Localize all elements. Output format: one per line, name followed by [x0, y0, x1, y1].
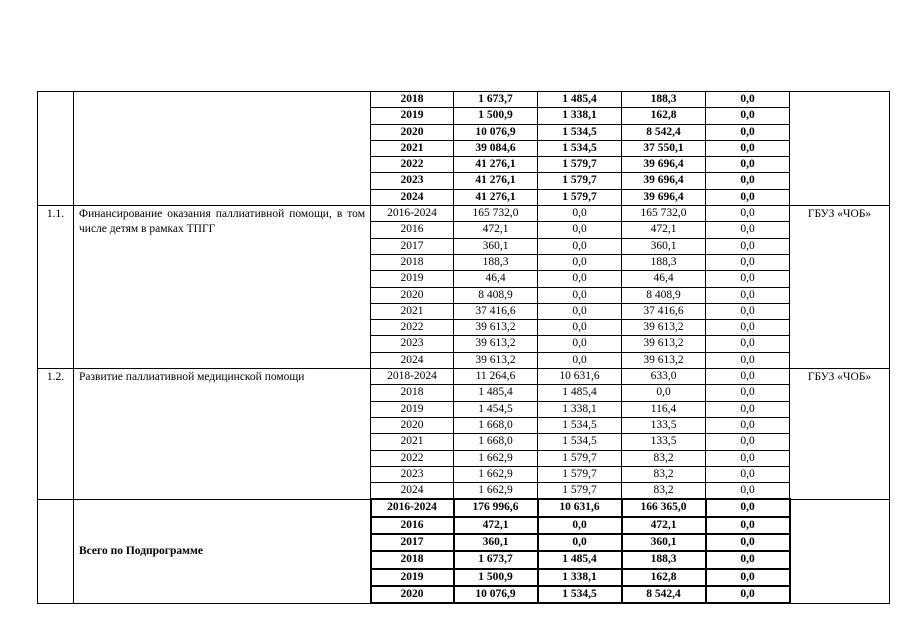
- regional-cell: 162,8: [622, 569, 706, 586]
- total-cell: 10 076,9: [454, 124, 538, 140]
- total-cell: 8 408,9: [454, 287, 538, 303]
- federal-cell: 1 579,7: [538, 466, 622, 482]
- federal-cell: 0,0: [538, 206, 622, 222]
- federal-cell: 1 579,7: [538, 157, 622, 173]
- federal-cell: 1 534,5: [538, 434, 622, 450]
- federal-cell: 10 631,6: [538, 369, 622, 385]
- year-cell: 2022: [371, 320, 454, 336]
- federal-cell: 0,0: [538, 238, 622, 254]
- total-cell: 41 276,1: [454, 189, 538, 205]
- other-cell: 0,0: [706, 238, 790, 254]
- year-cell: 2018: [371, 551, 454, 568]
- other-cell: 0,0: [706, 157, 790, 173]
- total-cell: 1 662,9: [454, 483, 538, 500]
- regional-cell: 8 408,9: [622, 287, 706, 303]
- total-cell: 41 276,1: [454, 157, 538, 173]
- activity-name: Всего по Подпрограмме: [74, 499, 371, 603]
- regional-cell: 188,3: [622, 254, 706, 270]
- year-cell: 2016: [371, 222, 454, 238]
- federal-cell: 1 534,5: [538, 417, 622, 433]
- regional-cell: 633,0: [622, 369, 706, 385]
- regional-cell: 133,5: [622, 434, 706, 450]
- table-body: [38, 92, 890, 604]
- regional-cell: 8 542,4: [622, 586, 706, 603]
- item-number: [38, 92, 74, 206]
- regional-cell: 8 542,4: [622, 124, 706, 140]
- year-cell: 2018: [371, 92, 454, 108]
- year-cell: 2019: [371, 271, 454, 287]
- total-cell: 360,1: [454, 238, 538, 254]
- total-cell: 472,1: [454, 222, 538, 238]
- year-cell: 2023: [371, 336, 454, 352]
- other-cell: 0,0: [706, 434, 790, 450]
- total-cell: 360,1: [454, 534, 538, 551]
- year-cell: 2019: [371, 569, 454, 586]
- federal-cell: 0,0: [538, 222, 622, 238]
- responsible-org: [790, 92, 890, 206]
- year-cell: 2020: [371, 586, 454, 603]
- other-cell: 0,0: [706, 483, 790, 500]
- regional-cell: 39 613,2: [622, 352, 706, 368]
- total-cell: 1 668,0: [454, 434, 538, 450]
- activity-name: [74, 92, 371, 206]
- total-cell: 1 454,5: [454, 401, 538, 417]
- year-cell: 2017: [371, 238, 454, 254]
- federal-cell: 0,0: [538, 352, 622, 368]
- federal-cell: 0,0: [538, 303, 622, 319]
- year-cell: 2024: [371, 483, 454, 500]
- federal-cell: 0,0: [538, 336, 622, 352]
- federal-cell: 1 485,4: [538, 92, 622, 108]
- responsible-org: ГБУЗ «ЧОБ»: [790, 369, 890, 500]
- total-cell: 11 264,6: [454, 369, 538, 385]
- total-cell: 46,4: [454, 271, 538, 287]
- other-cell: 0,0: [706, 385, 790, 401]
- regional-cell: 165 732,0: [622, 206, 706, 222]
- other-cell: 0,0: [706, 173, 790, 189]
- regional-cell: 162,8: [622, 108, 706, 124]
- regional-cell: 83,2: [622, 483, 706, 500]
- year-cell: 2023: [371, 466, 454, 482]
- item-number: 1.1.: [38, 206, 74, 369]
- year-cell: 2019: [371, 108, 454, 124]
- other-cell: 0,0: [706, 417, 790, 433]
- total-cell: 1 673,7: [454, 92, 538, 108]
- other-cell: 0,0: [706, 401, 790, 417]
- table-row: [38, 206, 890, 222]
- regional-cell: 0,0: [622, 385, 706, 401]
- federal-cell: 1 579,7: [538, 450, 622, 466]
- year-cell: 2017: [371, 534, 454, 551]
- total-cell: 188,3: [454, 254, 538, 270]
- year-cell: 2016: [371, 517, 454, 534]
- total-cell: 10 076,9: [454, 586, 538, 603]
- year-cell: 2016-2024: [371, 206, 454, 222]
- regional-cell: 116,4: [622, 401, 706, 417]
- year-cell: 2022: [371, 450, 454, 466]
- other-cell: 0,0: [706, 254, 790, 270]
- other-cell: 0,0: [706, 320, 790, 336]
- total-cell: 472,1: [454, 517, 538, 534]
- year-cell: 2018: [371, 385, 454, 401]
- item-number: [38, 499, 74, 603]
- other-cell: 0,0: [706, 271, 790, 287]
- federal-cell: 1 579,7: [538, 189, 622, 205]
- regional-cell: 39 696,4: [622, 157, 706, 173]
- regional-cell: 360,1: [622, 238, 706, 254]
- federal-cell: 0,0: [538, 271, 622, 287]
- other-cell: 0,0: [706, 108, 790, 124]
- regional-cell: 133,5: [622, 417, 706, 433]
- federal-cell: 1 534,5: [538, 140, 622, 156]
- federal-cell: 1 579,7: [538, 483, 622, 500]
- regional-cell: 188,3: [622, 551, 706, 568]
- other-cell: 0,0: [706, 569, 790, 586]
- table-row: [38, 369, 890, 385]
- activity-name: Развитие паллиативной медицинской помощи: [74, 369, 371, 500]
- total-cell: 1 485,4: [454, 385, 538, 401]
- other-cell: 0,0: [706, 140, 790, 156]
- other-cell: 0,0: [706, 222, 790, 238]
- regional-cell: 166 365,0: [622, 499, 706, 516]
- federal-cell: 1 485,4: [538, 385, 622, 401]
- regional-cell: 83,2: [622, 450, 706, 466]
- other-cell: 0,0: [706, 303, 790, 319]
- other-cell: 0,0: [706, 92, 790, 108]
- year-cell: 2024: [371, 189, 454, 205]
- regional-cell: 472,1: [622, 517, 706, 534]
- year-cell: 2020: [371, 287, 454, 303]
- year-cell: 2024: [371, 352, 454, 368]
- other-cell: 0,0: [706, 450, 790, 466]
- regional-cell: 39 696,4: [622, 173, 706, 189]
- regional-cell: 83,2: [622, 466, 706, 482]
- regional-cell: 37 416,6: [622, 303, 706, 319]
- year-cell: 2022: [371, 157, 454, 173]
- other-cell: 0,0: [706, 336, 790, 352]
- other-cell: 0,0: [706, 352, 790, 368]
- other-cell: 0,0: [706, 534, 790, 551]
- total-cell: 39 613,2: [454, 352, 538, 368]
- table-row: [38, 92, 890, 108]
- table-row: [38, 499, 890, 516]
- total-cell: 165 732,0: [454, 206, 538, 222]
- total-cell: 1 662,9: [454, 450, 538, 466]
- year-cell: 2016-2024: [371, 499, 454, 516]
- federal-cell: 10 631,6: [538, 499, 622, 516]
- year-cell: 2020: [371, 417, 454, 433]
- federal-cell: 0,0: [538, 534, 622, 551]
- federal-cell: 0,0: [538, 517, 622, 534]
- regional-cell: 360,1: [622, 534, 706, 551]
- item-number: 1.2.: [38, 369, 74, 500]
- other-cell: 0,0: [706, 287, 790, 303]
- year-cell: 2020: [371, 124, 454, 140]
- subprogram-funding-table: [37, 91, 890, 604]
- responsible-org: [790, 499, 890, 603]
- regional-cell: 39 613,2: [622, 320, 706, 336]
- regional-cell: 39 613,2: [622, 336, 706, 352]
- regional-cell: 188,3: [622, 92, 706, 108]
- total-cell: 1 662,9: [454, 466, 538, 482]
- other-cell: 0,0: [706, 551, 790, 568]
- total-cell: 1 500,9: [454, 569, 538, 586]
- total-cell: 37 416,6: [454, 303, 538, 319]
- total-cell: 176 996,6: [454, 499, 538, 516]
- regional-cell: 39 696,4: [622, 189, 706, 205]
- federal-cell: 1 579,7: [538, 173, 622, 189]
- year-cell: 2019: [371, 401, 454, 417]
- other-cell: 0,0: [706, 586, 790, 603]
- federal-cell: 1 338,1: [538, 569, 622, 586]
- activity-name: Финансирование оказания паллиативной помощи, в том числе детям в рамках ТПГГ: [74, 206, 371, 369]
- regional-cell: 46,4: [622, 271, 706, 287]
- other-cell: 0,0: [706, 466, 790, 482]
- other-cell: 0,0: [706, 189, 790, 205]
- year-cell: 2021: [371, 303, 454, 319]
- other-cell: 0,0: [706, 499, 790, 516]
- federal-cell: 1 338,1: [538, 401, 622, 417]
- federal-cell: 0,0: [538, 320, 622, 336]
- federal-cell: 1 338,1: [538, 108, 622, 124]
- total-cell: 41 276,1: [454, 173, 538, 189]
- year-cell: 2023: [371, 173, 454, 189]
- other-cell: 0,0: [706, 517, 790, 534]
- regional-cell: 37 550,1: [622, 140, 706, 156]
- year-cell: 2021: [371, 140, 454, 156]
- other-cell: 0,0: [706, 124, 790, 140]
- year-cell: 2018-2024: [371, 369, 454, 385]
- year-cell: 2021: [371, 434, 454, 450]
- total-cell: 39 613,2: [454, 336, 538, 352]
- federal-cell: 1 534,5: [538, 586, 622, 603]
- total-cell: 39 084,6: [454, 140, 538, 156]
- total-cell: 39 613,2: [454, 320, 538, 336]
- federal-cell: 1 534,5: [538, 124, 622, 140]
- other-cell: 0,0: [706, 206, 790, 222]
- federal-cell: 0,0: [538, 287, 622, 303]
- responsible-org: ГБУЗ «ЧОБ»: [790, 206, 890, 369]
- total-cell: 1 673,7: [454, 551, 538, 568]
- federal-cell: 1 485,4: [538, 551, 622, 568]
- federal-cell: 0,0: [538, 254, 622, 270]
- total-cell: 1 500,9: [454, 108, 538, 124]
- year-cell: 2018: [371, 254, 454, 270]
- other-cell: 0,0: [706, 369, 790, 385]
- total-cell: 1 668,0: [454, 417, 538, 433]
- regional-cell: 472,1: [622, 222, 706, 238]
